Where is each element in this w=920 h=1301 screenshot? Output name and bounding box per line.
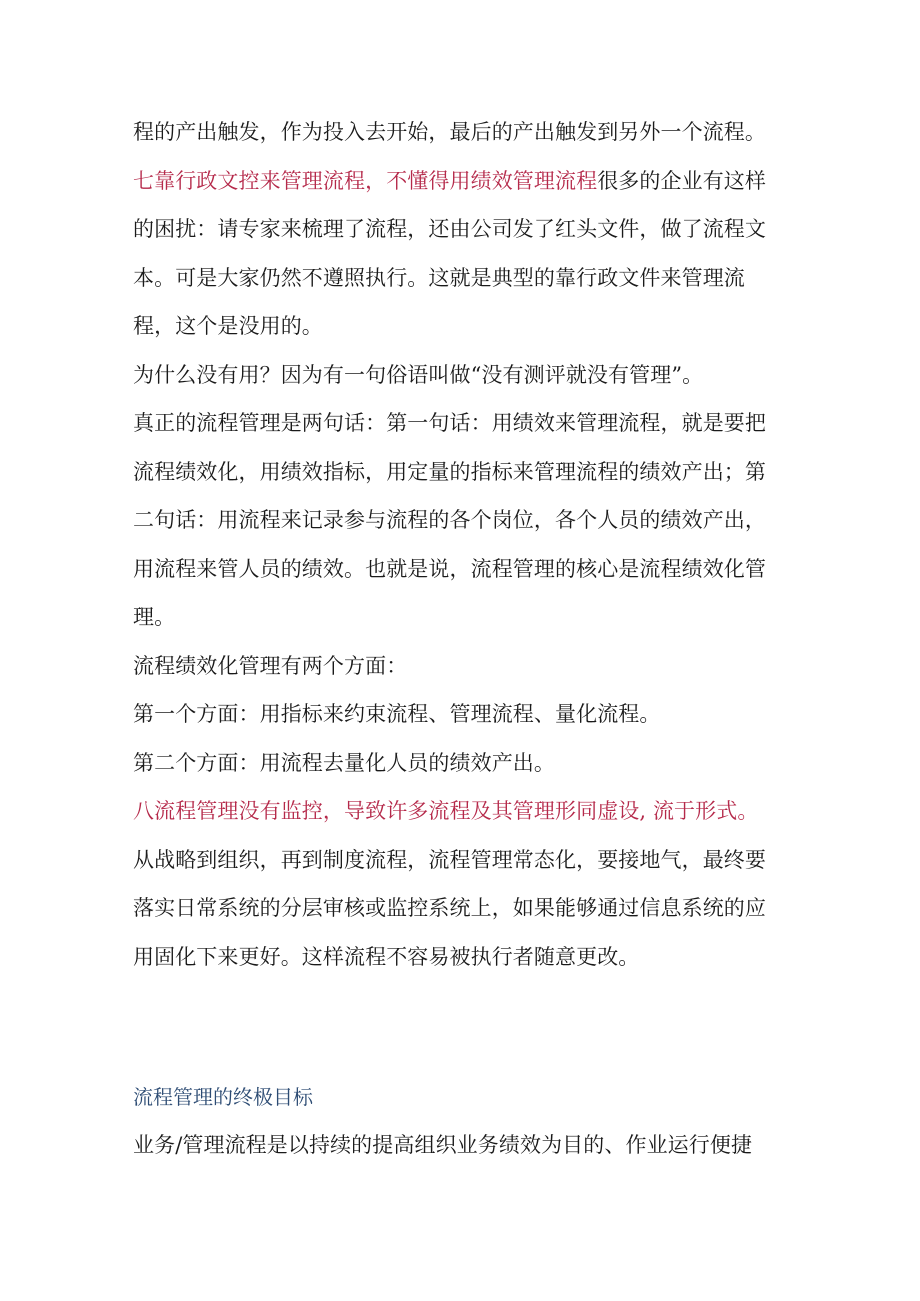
text-line: 流程绩效化管理有两个方面：: [133, 653, 408, 678]
text-line: 用流程来管人员的绩效。也就是说，流程管理的核心是流程绩效化管: [133, 556, 766, 581]
text-line: 第一个方面：用指标来约束流程、管理流程、量化流程。: [133, 702, 661, 726]
red-heading-eight: 八流程管理没有监控，导致许多流程及其管理形同虚设, 流于形式。: [133, 799, 759, 823]
text-line: 从战略到组织，再到制度流程，流程管理常态化，要接地气，最终要: [133, 847, 766, 872]
text-line: 真正的流程管理是两句话：第一句话：用绩效来管理流程，就是要把: [133, 411, 766, 435]
document-body: [133, 108, 793, 1170]
text-line: 本。可是大家仍然不遵照执行。这就是典型的靠行政文件来管理流: [133, 265, 745, 290]
section-spacer: [133, 981, 793, 1073]
section-title: 流程管理的终极目标: [133, 1085, 313, 1109]
text-line: 流程绩效化，用绩效指标，用定量的指标来管理流程的绩效产出；第: [133, 459, 766, 484]
text-line: 程的产出触发，作为投入去开始，最后的产出触发到另外一个流程。: [133, 120, 766, 144]
text-line: 业务/管理流程是以持续的提高组织业务绩效为目的、作业运行便捷: [133, 1133, 753, 1157]
text-line: 为什么没有用？因为有一句俗语叫做“没有测评就没有管理”。: [133, 362, 704, 387]
text-line: 第二个方面：用流程去量化人员的绩效产出。: [133, 750, 555, 775]
text-line: 二句话：用流程来记录参与流程的各个岗位，各个人员的绩效产出，: [133, 508, 766, 532]
text-line: 理。: [133, 605, 176, 629]
red-heading-seven: 七靠行政文控来管理流程，不懂得用绩效管理流程: [133, 168, 598, 193]
text-line: 用固化下来更好。这样流程不容易被执行者随意更改。: [133, 944, 640, 969]
text-line-rest: 很多的企业有这样: [597, 168, 767, 193]
heading-line-seven: [133, 157, 793, 206]
text-line: 的困扰：请专家来梳理了流程，还由公司发了红头文件，做了流程文: [133, 217, 766, 241]
text-line: 落实日常系统的分层审核或监控系统上，如果能够通过信息系统的应: [133, 896, 766, 920]
text-line: 程，这个是没用的。: [133, 314, 323, 338]
